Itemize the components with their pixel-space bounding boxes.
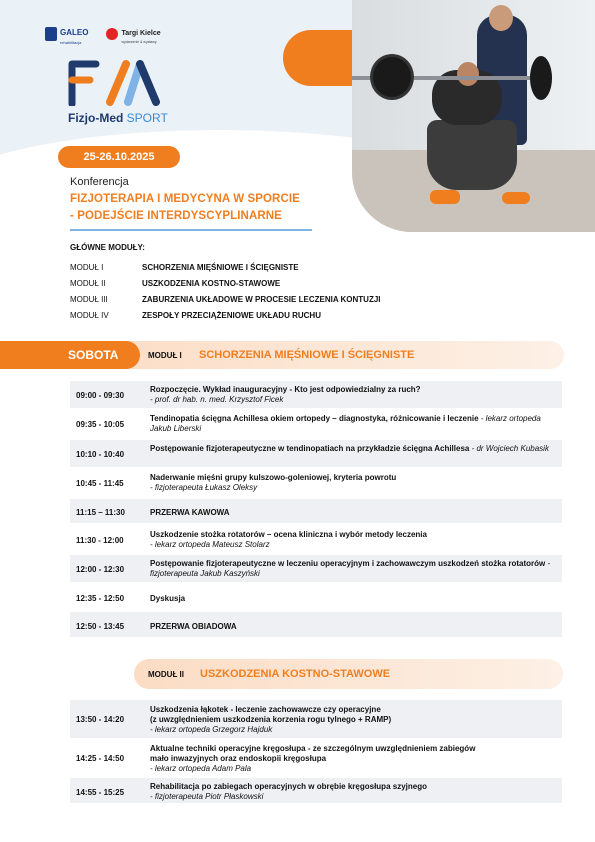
brand-name-sport: SPORT (126, 111, 168, 125)
row-title-cont: mało inwazyjnych oraz endoskopii kręgosłupa (150, 754, 327, 763)
targi-logo-mark (106, 28, 118, 40)
schedule-module-1 (70, 381, 562, 639)
row-description (150, 530, 555, 550)
galeo-logo-mark (45, 27, 57, 41)
row-time: 12:35 - 12:50 (76, 594, 125, 603)
row-speaker: - lekarz ortopeda Mateusz Stolarz (150, 540, 270, 549)
row-title: PRZERWA OBIADOWA (150, 622, 237, 631)
row-title: Postępowanie fizjoterapeutyczne w tendinopatiach na przykładzie ścięgna Achillesa (150, 444, 470, 453)
row-speaker: - dr Wojciech Kubasik (471, 444, 549, 453)
section-2-name: USZKODZENIA KOSTNO-STAWOWE (200, 668, 391, 680)
hero-photo (352, 0, 595, 232)
event-title-line1: FIZJOTERAPIA I MEDYCYNA W SPORCIE (70, 193, 300, 205)
schedule-row (70, 740, 562, 778)
section-1-label: MODUŁ I (148, 351, 182, 360)
photo-trainer-head (489, 5, 513, 31)
module-item (70, 259, 381, 275)
row-speaker: - fizjoterapeuta Jakub Kaszyński (150, 559, 551, 578)
event-type: Konferencja (70, 176, 129, 188)
row-description (150, 782, 555, 802)
schedule-row (70, 381, 562, 410)
row-description (150, 594, 555, 604)
photo-shoe-right (502, 192, 530, 204)
row-description (150, 744, 555, 774)
fizjo-med-logo-icon (68, 58, 172, 106)
schedule-row (70, 778, 562, 805)
section-2-label: MODUŁ II (148, 670, 184, 679)
galeo-logo-text (60, 22, 88, 45)
galeo-logo (45, 22, 88, 45)
modules-list (70, 259, 381, 323)
row-speaker: - lekarz ortopeda Jakub Liberski (150, 414, 541, 433)
row-description (150, 473, 555, 493)
schedule-row (70, 410, 562, 440)
row-time: 11:30 - 12:00 (76, 536, 124, 545)
row-speaker: - lekarz ortopeda Grzegorz Hajduk (150, 725, 273, 734)
row-speaker: - fizjoterapeuta Piotr Płaskowski (150, 792, 264, 801)
row-title: Postępowanie fizjoterapeutyczne w leczeniu operacyjnym i zachowawczym uszkodzeń stożka rotatorów (150, 559, 546, 568)
row-speaker: - prof. dr hab. n. med. Krzysztof Ficek (150, 395, 284, 404)
partner-logos (45, 22, 161, 45)
row-description (150, 508, 555, 518)
schedule-row (70, 584, 562, 612)
schedule-row (70, 700, 562, 740)
row-title: Uszkodzenia łąkotek - leczenie zachowawcze czy operacyjne (150, 705, 381, 714)
module-key: MODUŁ III (70, 294, 108, 304)
row-time: 09:00 - 09:30 (76, 391, 125, 400)
photo-barbell-plate-left (370, 54, 414, 100)
module-name: ZESPOŁY PRZECIĄŻENIOWE UKŁADU RUCHU (142, 310, 321, 320)
schedule-module-2 (70, 700, 562, 805)
row-time: 14:55 - 15:25 (76, 788, 125, 797)
row-title: Rehabilitacja po zabiegach operacyjnych w obrębie kręgosłupa szyjnego (150, 782, 427, 791)
row-time: 12:00 - 12:30 (76, 565, 125, 574)
row-time: 10:10 - 10:40 (76, 450, 125, 459)
module-name: USZKODZENIA KOSTNO-STAWOWE (142, 278, 281, 288)
row-description (150, 385, 555, 405)
targi-name: Targi Kielce (121, 30, 161, 37)
module-item (70, 307, 381, 323)
row-description (150, 414, 555, 434)
row-title: Rozpoczęcie. Wykład inauguracyjny - Kto jest odpowiedzialny za ruch? (150, 385, 421, 394)
schedule-row-break (70, 499, 562, 525)
row-title: Tendinopatia ścięgna Achillesa okiem ortopedy – diagnostyka, różnicowanie i leczenie (150, 414, 479, 423)
row-description (150, 622, 555, 632)
row-time: 12:50 - 13:45 (76, 622, 125, 631)
day-badge: SOBOTA (0, 341, 140, 369)
row-time: 14:25 - 14:50 (76, 754, 125, 763)
schedule-row (70, 469, 562, 499)
row-time: 11:15 – 11:30 (76, 508, 125, 517)
module-key: MODUŁ II (70, 278, 106, 288)
module-name: SCHORZENIA MIĘŚNIOWE I ŚCIĘGNISTE (142, 262, 299, 272)
brand-name-main: Fizjo-Med (68, 111, 127, 125)
row-time: 09:35 - 10:05 (76, 420, 125, 429)
module-item (70, 275, 381, 291)
schedule-row-break (70, 612, 562, 639)
targi-kielce-logo (106, 22, 160, 45)
schedule-row (70, 555, 562, 584)
photo-barbell-plate-right (530, 56, 552, 100)
row-description (150, 444, 555, 454)
row-description (150, 559, 555, 579)
schedule-row (70, 525, 562, 555)
row-title: Uszkodzenie stożka rotatorów – ocena kliniczna i wybór metody leczenia (150, 530, 427, 539)
row-title: Aktualne techniki operacyjne kręgosłupa - ze szczególnym uwzględnieniem zabiegów (150, 744, 476, 753)
row-time: 13:50 - 14:20 (76, 715, 125, 724)
targi-logo-text (121, 22, 160, 45)
row-title: Naderwanie mięśni grupy kulszowo-goleniowej, kryteria powrotu (150, 473, 397, 482)
photo-athlete-legs (427, 120, 517, 190)
module-item (70, 291, 381, 307)
module-key: MODUŁ I (70, 262, 104, 272)
module-name: ZABURZENIA UKŁADOWE W PROCESIE LECZENIA KONTUZJI (142, 294, 381, 304)
row-title: Dyskusja (150, 594, 186, 603)
row-speaker: - lekarz ortopeda Adam Pala (150, 764, 252, 773)
row-title: PRZERWA KAWOWA (150, 508, 230, 517)
module-key: MODUŁ IV (70, 310, 109, 320)
schedule-row (70, 440, 562, 469)
galeo-name: GALEO (60, 28, 89, 37)
section-1-name: SCHORZENIA MIĘŚNIOWE I ŚCIĘGNISTE (199, 349, 415, 361)
photo-athlete-head (457, 62, 479, 86)
targi-subtitle: wydarzenie & wystawy (121, 40, 157, 44)
row-description (150, 705, 555, 735)
row-speaker: - fizjoterapeuta Łukasz Oleksy (150, 483, 258, 492)
event-date-badge: 25-26.10.2025 (58, 146, 180, 168)
galeo-subtitle: rehabilitacja (60, 40, 82, 45)
row-title-cont: (z uwzględnieniem uszkodzenia korzenia rogu tylnego + RAMP) (150, 715, 392, 724)
event-title-line2: - PODEJŚCIE INTERDYSCYPLINARNE (70, 210, 282, 222)
brand-name (68, 111, 168, 125)
photo-shoe-left (430, 190, 460, 204)
modules-heading: GŁÓWNE MODUŁY: (70, 243, 145, 252)
title-underline (70, 229, 312, 231)
row-time: 10:45 - 11:45 (76, 479, 124, 488)
